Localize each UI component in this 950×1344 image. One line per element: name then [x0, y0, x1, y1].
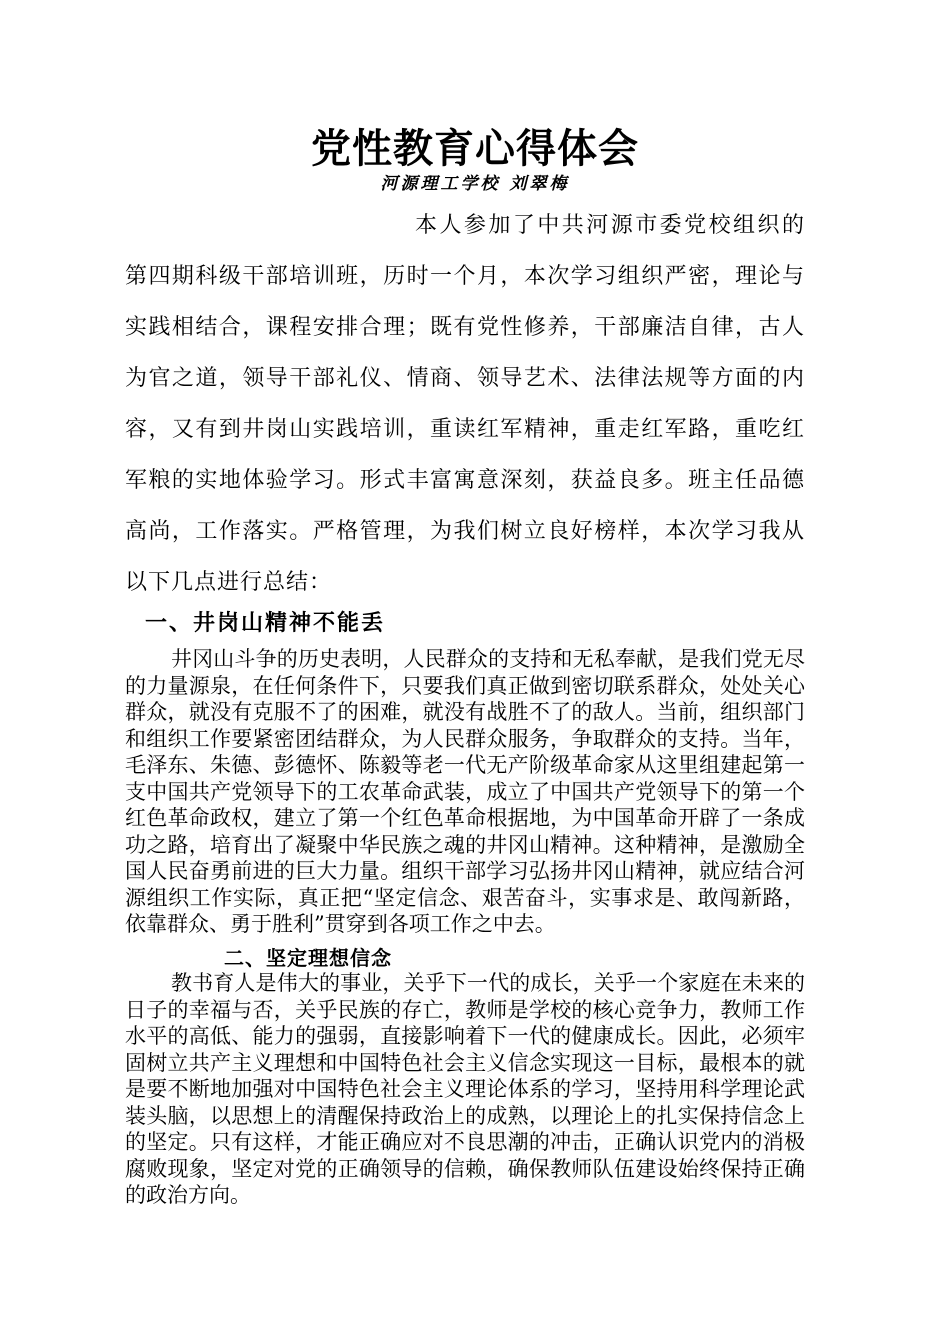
section-body-2: 教书育人是伟大的事业，关乎下一代的成长，关乎一个家庭在未来的日子的幸福与否，关乎民族的存亡，教师是学校的核心竞争力，教师工作水平的高低、能力的强弱，直接影响着下一代的健康成长。因此，必须牢固树立共产主义理想和中国特色社会主义信念实现这一目标，最根本的就是要不断地加强对中国特色社会主义理论体系的学习，坚持用科学理论武装头脑，以思想上的清醒保持政治上的成熟，以理论上的扎实保持信念上的坚定。只有这样，才能正确应对不良思潮的冲击，正确认识党内的消极腐败现象，坚定对党的正确领导的信赖，确保教师队伍建设始终保持正确的政治方向。 [125, 971, 805, 1207]
document-title: 党性教育心得体会 [311, 126, 639, 172]
intro-paragraph: 本人参加了中共河源市委党校组织的第四期科级干部培训班，历时一个月，本次学习组织严密，理论与实践相结合，课程安排合理；既有党性修养，干部廉洁自律，古人为官之道，领导干部礼仪、情商、领导艺术、法律法规等方面的内容，又有到井岗山实践培训，重读红军精神，重走红军路，重吃红军粮的实地体验学习。形式丰富寓意深刻，获益良多。班主任品德高尚，工作落实。严格管理，为我们树立良好榜样，本次学习我从以下几点进行总结： [125, 213, 805, 595]
section-heading-1: 一、井岗山精神不能丢 [145, 611, 386, 636]
section-heading-2: 二、坚定理想信念 [224, 946, 392, 970]
section-body-1: 井冈山斗争的历史表明，人民群众的支持和无私奉献，是我们党无尽的力量源泉，在任何条件下，只要我们真正做到密切联系群众，处处关心群众，就没有克服不了的困难，就没有战胜不了的敌人。当前，组织部门和组织工作要紧密团结群众，为人民群众服务，争取群众的支持。当年，毛泽东、朱德、彭德怀、陈毅等老一代无产阶级革命家从这里组建起第一支中国共产党领导下的工农革命武装，成立了中国共产党领导下的第一个红色革命政权，建立了第一个红色革命根据地，为中国革命开辟了一条成功之路，培育出了凝聚中华民族之魂的井冈山精神。这种精神，是激励全国人民奋勇前进的巨大力量。组织干部学习弘扬井冈山精神，就应结合河源组织工作实际，真正把“坚定信念、艰苦奋斗，实事求是、敢闯新路，依靠群众、勇于胜利”贯穿到各项工作之中去。 [125, 647, 805, 936]
author-line: 河源理工学校 刘翠梅 [380, 174, 570, 194]
